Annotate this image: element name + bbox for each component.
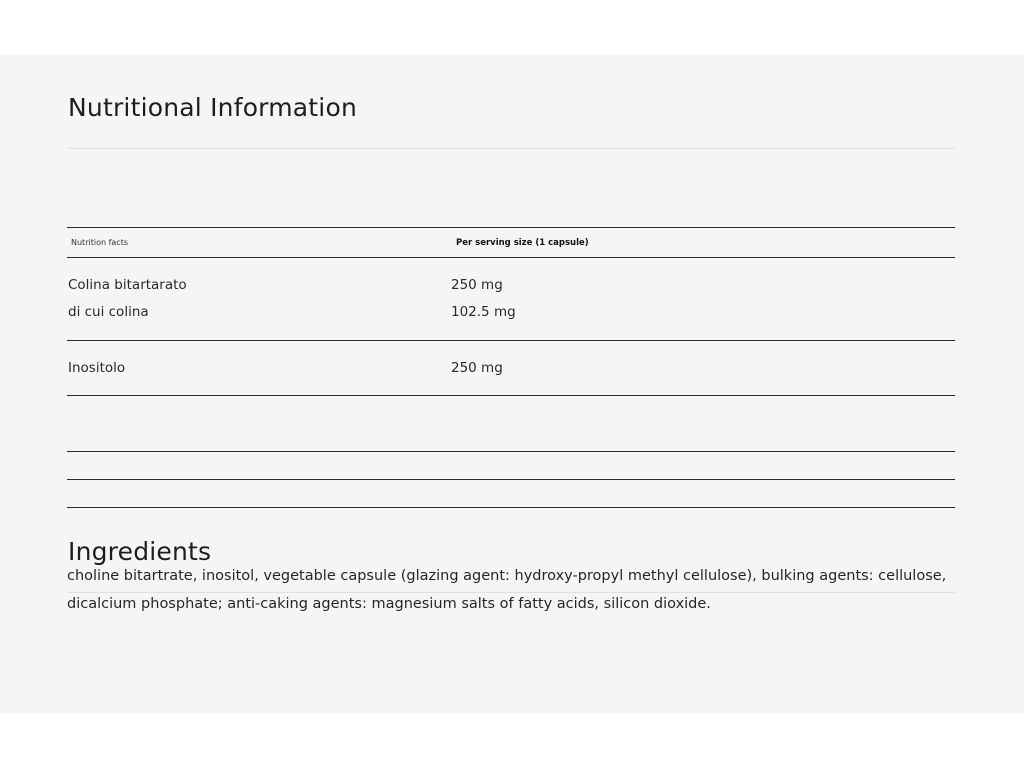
table-row-rule: [67, 479, 955, 480]
ingredients-text: choline bitartrate, inositol, vegetable capsule (glazing agent: hydroxy-propyl methyl cellulose), bulking agents: cellulose, dicalcium phosphate; anti-caking agents: magnesium salts of fatty acids, silicon dioxide.: [67, 568, 947, 612]
header-per-serving: Per serving size (1 capsule): [456, 238, 589, 248]
row-name: Inositolo: [68, 360, 126, 376]
row-value: 250 mg: [451, 277, 503, 293]
nutrition-section-title: Nutritional Information: [68, 93, 357, 122]
table-row-rule: [67, 451, 955, 452]
row-name: Colina bitartarato: [68, 277, 187, 293]
table-row-rule: [67, 340, 955, 341]
table-row-rule: [67, 395, 955, 396]
table-header-rule: [67, 257, 955, 258]
row-name: di cui colina: [68, 304, 149, 320]
header-nutrition-facts: Nutrition facts: [71, 238, 128, 247]
row-value: 102.5 mg: [451, 304, 516, 320]
row-value: 250 mg: [451, 360, 503, 376]
table-bottom-rule: [67, 507, 955, 508]
table-top-rule: [67, 227, 955, 228]
ingredients-section-title: Ingredients: [68, 537, 212, 566]
nutrition-title-divider: [68, 148, 955, 149]
